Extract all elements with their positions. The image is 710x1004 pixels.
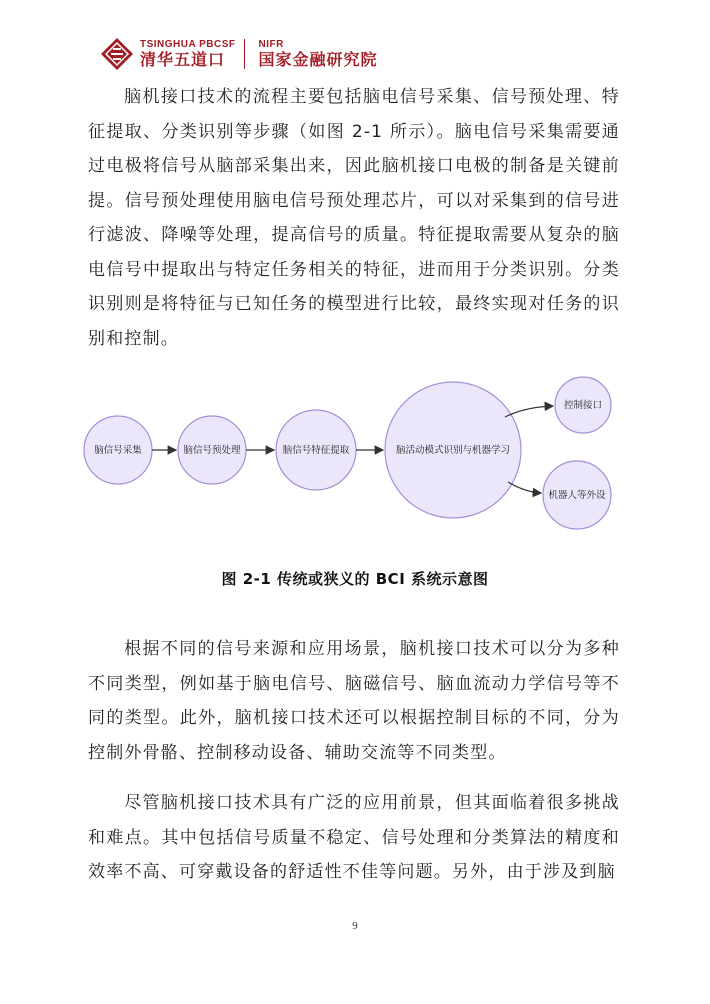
logo-divider [244, 39, 245, 69]
logo-text-right [259, 39, 378, 70]
arrow-5 [508, 482, 541, 493]
node-label-preprocessing: 脑信号预处理 [183, 445, 241, 456]
paragraph-3-text: 尽管脑机接口技术具有广泛的应用前景，但其面临着很多挑战和难点。其中包括信号质量不稳定、信号处理和分类算法的精度和效率不高、可穿戴设备的舒适性不佳等问题。另外，由于涉及到脑 [88, 793, 620, 882]
header-logo [100, 34, 378, 74]
logo-en: TSINGHUA PBCSF [140, 38, 236, 50]
paragraph-2-text: 根据不同的信号来源和应用场景，脑机接口技术可以分为多种不同类型，例如基于脑电信号、脑磁信号、脑血流动力学信号等不同的类型。此外，脑机接口技术还可以根据控制目标的不同，分为控制外骨骼、控制移动设备、辅助交流等不同类型。 [88, 639, 620, 763]
node-label-pattern-recognition: 脑活动模式识别与机器学习 [395, 445, 511, 456]
paragraph-3 [88, 786, 620, 890]
paragraph-1-text: 脑机接口技术的流程主要包括脑电信号采集、信号预处理、特征提取、分类识别等步骤（如图 2-1 所示）。脑电信号采集需要通过电极将信号从脑部采集出来，因此脑机接口电极的制备是关键前提。信号预处理使用脑电信号预处理芯片，可以对采集到的信号进行滤波、降噪等处理，提高信号的质量。特征提取需要从复杂的脑电信号中提取出与特定任务相关的特征，进而用于分类识别。分类识别则是将特征与已知任务的模型进行比较，最终实现对任务的识别和控制。 [88, 87, 620, 349]
node-label-control-interface: 控制接口 [563, 400, 603, 411]
tsinghua-logo-icon [100, 37, 134, 71]
bci-flow-diagram [80, 375, 640, 535]
logo-cn: 清华五道口 [140, 49, 226, 69]
paragraph-1 [88, 80, 620, 356]
org-en: NIFR [258, 38, 284, 50]
node-label-robot-peripherals: 机器人等外设 [548, 490, 606, 501]
node-label-signal-acquisition: 脑信号采集 [94, 445, 142, 456]
figure-caption: 图 2-1 传统或狭义的 BCI 系统示意图 [221, 570, 489, 588]
paragraph-2 [88, 632, 620, 770]
org-cn: 国家金融研究院 [258, 49, 378, 69]
logo-text-left [140, 39, 236, 70]
node-label-feature-extraction: 脑信号特征提取 [282, 445, 350, 456]
page-number: 9 [352, 920, 358, 932]
